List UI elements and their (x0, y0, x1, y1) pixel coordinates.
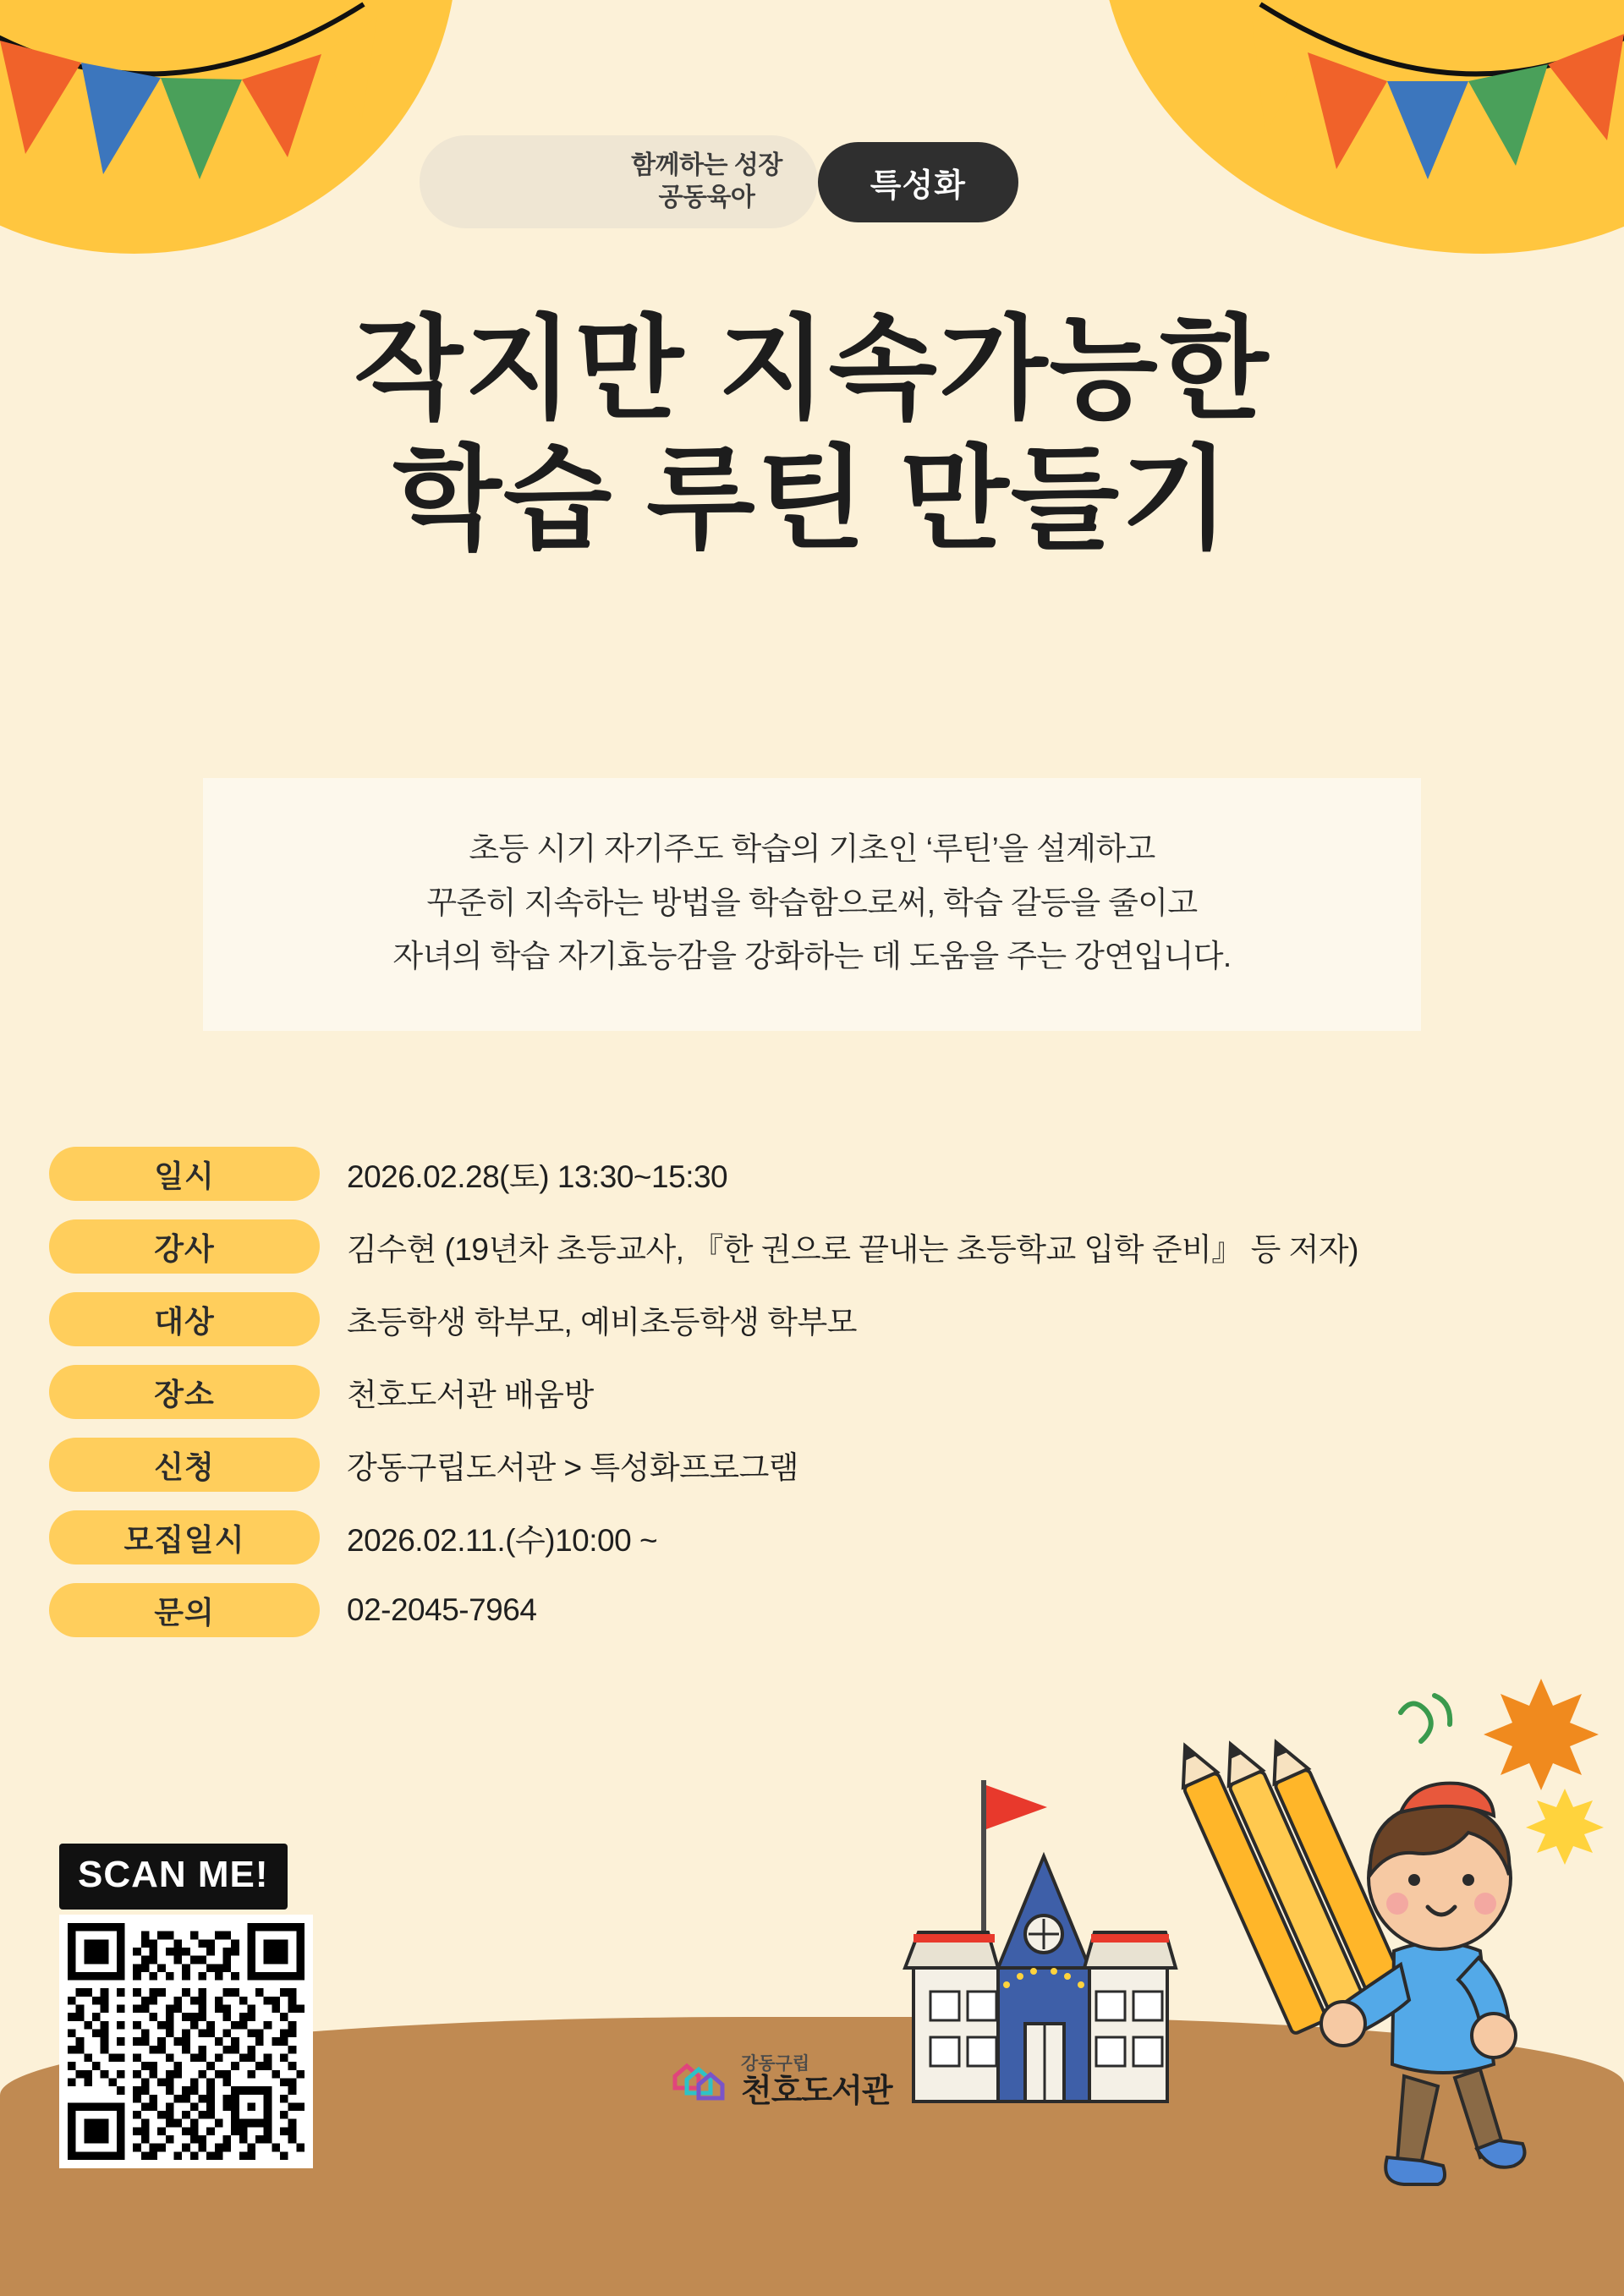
info-value: 초등학생 학부모, 예비초등학생 학부모 (347, 1305, 857, 1340)
library-logo (668, 2051, 892, 2113)
info-label: 장소 (49, 1365, 320, 1419)
description-line-3: 자녀의 학습 자기효능감을 강화하는 데 도움을 주는 강연입니다. (392, 939, 1232, 974)
info-row-location (49, 1364, 1580, 1420)
info-label: 신청 (49, 1438, 320, 1492)
ground-base (0, 2169, 1624, 2296)
info-value: 2026.02.11.(수)10:00 ~ (347, 1523, 658, 1558)
qr-code-icon[interactable] (59, 1915, 313, 2168)
title-line-1: 작지만 지속가능한 (354, 307, 1270, 432)
title-line-2: 학습 루틴 만들기 (392, 437, 1232, 563)
page-title (0, 304, 1624, 566)
info-label: 모집일시 (49, 1510, 320, 1564)
info-value: 02-2045-7964 (347, 1592, 537, 1627)
info-table (49, 1146, 1580, 1655)
badge-tag: 특성화 (818, 142, 1018, 222)
qr-block (59, 1844, 330, 2168)
info-row-datetime (49, 1146, 1580, 1202)
description-panel (203, 778, 1421, 1031)
info-value: 천호도서관 배움방 (347, 1378, 594, 1412)
logo-main-text: 천호도서관 (741, 2073, 892, 2109)
library-logo-icon (668, 2051, 731, 2113)
info-row-audience (49, 1291, 1580, 1347)
info-row-apply (49, 1437, 1580, 1493)
info-value: 김수현 (19년차 초등교사, 『한 권으로 끝내는 초등학교 입학 준비』 등 저자) (347, 1232, 1358, 1267)
info-row-instructor (49, 1219, 1580, 1274)
description-line-2: 꾸준히 지속하는 방법을 학습함으로써, 학습 갈등을 줄이고 (426, 885, 1198, 920)
badge-subtitle (420, 135, 818, 228)
info-row-contact (49, 1582, 1580, 1638)
header-badge-row (0, 135, 1624, 228)
info-label: 강사 (49, 1219, 320, 1274)
scan-me-label: SCAN ME! (59, 1844, 288, 1910)
info-label: 대상 (49, 1292, 320, 1346)
badge-subtitle-line2: 공동육아 (658, 184, 755, 211)
info-label: 문의 (49, 1583, 320, 1637)
info-value: 강동구립도서관 > 특성화프로그램 (347, 1450, 799, 1485)
info-row-registration-period (49, 1510, 1580, 1565)
badge-subtitle-line1: 함께하는 성장 (631, 151, 782, 179)
info-label: 일시 (49, 1147, 320, 1201)
description-line-1: 초등 시기 자기주도 학습의 기초인 ‘루틴’을 설계하고 (469, 831, 1155, 866)
info-value: 2026.02.28(토) 13:30~15:30 (347, 1159, 728, 1194)
logo-sub-text: 강동구립 (741, 2053, 810, 2074)
